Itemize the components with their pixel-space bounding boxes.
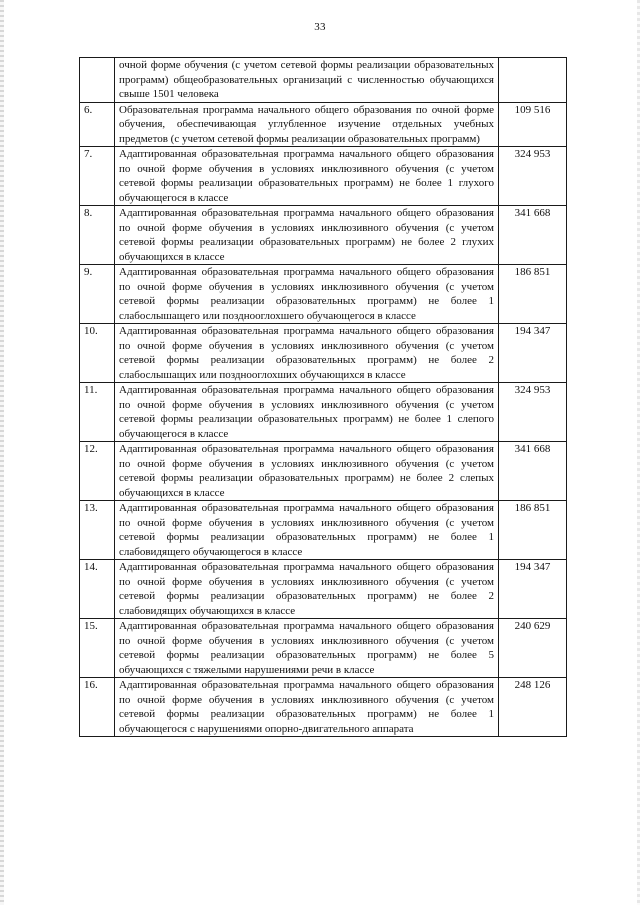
cost-value: 324 953 [499,383,567,442]
cost-value: 186 851 [499,265,567,324]
row-number: 8. [80,206,115,265]
table-row [80,102,567,147]
normatives-table [79,57,567,737]
cost-value: 194 347 [499,324,567,383]
program-description: Адаптированная образовательная программа начального общего образования по очной форме обучения в условиях инклюзивного обучения (с учетом сетевой формы реализации образовательных программ) не более 1 слабовидящего обучающегося в классе [115,501,499,560]
program-description: Адаптированная образовательная программа начального общего образования по очной форме обучения в условиях инклюзивного обучения (с учетом сетевой формы реализации образовательных программ) не более 5 обучающихся с тяжелыми нарушениями речи в классе [115,619,499,678]
table-body [80,58,567,737]
row-number: 10. [80,324,115,383]
program-description: Адаптированная образовательная программа начального общего образования по очной форме обучения в условиях инклюзивного обучения (с учетом сетевой формы реализации образовательных программ) не более 1 глухого обучающегося в классе [115,147,499,206]
scan-edge-left [0,0,4,905]
program-description: Адаптированная образовательная программа начального общего образования по очной форме обучения в условиях инклюзивного обучения (с учетом сетевой формы реализации образовательных программ) не более 2 слабослышащих или позднооглохших обучающихся в классе [115,324,499,383]
table-row [80,324,567,383]
cost-value: 324 953 [499,147,567,206]
program-description: очной форме обучения (с учетом сетевой формы реализации образовательных программ) общеобразовательных организаций с численностью обучающихся свыше 1501 человека [115,58,499,103]
row-number [80,58,115,103]
table-row [80,560,567,619]
program-description: Адаптированная образовательная программа начального общего образования по очной форме обучения в условиях инклюзивного обучения (с учетом сетевой формы реализации образовательных программ) не более 1 обучающегося с нарушениями опорно-двигательного аппарата [115,678,499,737]
cost-value: 341 668 [499,442,567,501]
program-description: Адаптированная образовательная программа начального общего образования по очной форме обучения в условиях инклюзивного обучения (с учетом сетевой формы реализации образовательных программ) не более 1 слабослышащего или позднооглохшего обучающегося в классе [115,265,499,324]
page-number: 33 [314,21,326,33]
program-description: Адаптированная образовательная программа начального общего образования по очной форме обучения в условиях инклюзивного обучения (с учетом сетевой формы реализации образовательных программ) не более 2 слабовидящих обучающихся в классе [115,560,499,619]
cost-value: 109 516 [499,102,567,147]
cost-value: 240 629 [499,619,567,678]
cost-value: 341 668 [499,206,567,265]
row-number: 7. [80,147,115,206]
row-number: 14. [80,560,115,619]
row-number: 9. [80,265,115,324]
program-description: Адаптированная образовательная программа начального общего образования по очной форме обучения в условиях инклюзивного обучения (с учетом сетевой формы реализации образовательных программ) не более 2 глухих обучающихся в классе [115,206,499,265]
cost-value [499,58,567,103]
table-row [80,58,567,103]
table-row [80,678,567,737]
row-number: 15. [80,619,115,678]
table-row [80,383,567,442]
cost-value: 248 126 [499,678,567,737]
row-number: 12. [80,442,115,501]
row-number: 11. [80,383,115,442]
cost-value: 194 347 [499,560,567,619]
cost-value: 186 851 [499,501,567,560]
row-number: 13. [80,501,115,560]
program-description: Образовательная программа начального общего образования по очной форме обучения, обеспечивающая углубленное изучение отдельных учебных предметов (с учетом сетевой формы реализации образовательных программ) [115,102,499,147]
program-description: Адаптированная образовательная программа начального общего образования по очной форме обучения в условиях инклюзивного обучения (с учетом сетевой формы реализации образовательных программ) не более 2 слепых обучающихся в классе [115,442,499,501]
table-row [80,206,567,265]
row-number: 6. [80,102,115,147]
program-description: Адаптированная образовательная программа начального общего образования по очной форме обучения в условиях инклюзивного обучения (с учетом сетевой формы реализации образовательных программ) не более 1 слепого обучающегося в классе [115,383,499,442]
table-row [80,442,567,501]
table-row [80,147,567,206]
table-row [80,501,567,560]
table-row [80,619,567,678]
table-row [80,265,567,324]
row-number: 16. [80,678,115,737]
